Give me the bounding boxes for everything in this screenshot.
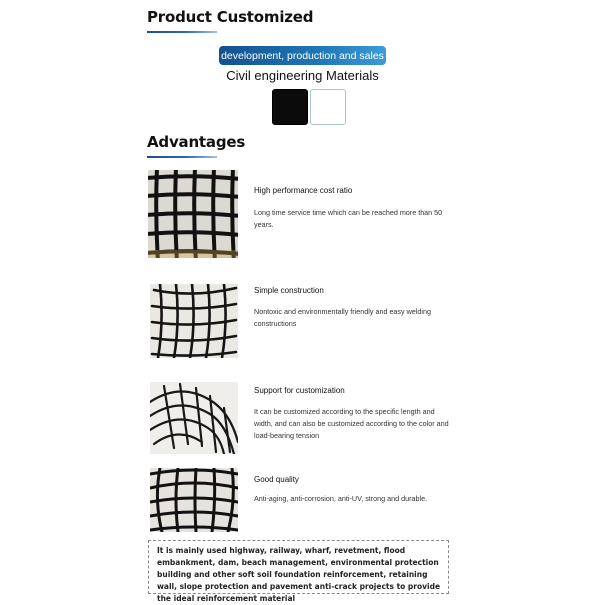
geogrid-curl-icon (150, 382, 238, 454)
development-banner: development, production and sales (219, 46, 386, 65)
geogrid-warp-icon (150, 468, 238, 532)
advantages-underline (147, 156, 217, 158)
feature-title-customization: Support for customization (254, 386, 345, 395)
feature-desc-cost-ratio: Long time service time which can be reached more than 50 years. (254, 208, 443, 229)
geogrid-flat-icon (148, 170, 238, 258)
feature-desc-good-quality: Anti-aging, anti-corrosion, anti-UV, strong and durable. (254, 494, 428, 503)
geogrid-roll-icon (150, 284, 238, 358)
color-swatch-white[interactable] (310, 89, 346, 125)
feature-desc-simple-construction: Nontoxic and environmentally friendly and easy welding constructions (254, 307, 431, 328)
application-note: It is mainly used highway, railway, wharf, revetment, flood embankment, dam, beach management, environmental protection building and other soft soil foundation reinforcement, retaining wall, slope protection and pavement anti-crack projects to provide the ideal reinforcement material (148, 540, 449, 594)
materials-subheading: Civil engineering Materials (226, 68, 379, 83)
feature-desc-customization: It can be customized according to the specific length and width, and can also be customized according to the color and load-bearing tension (254, 407, 449, 440)
color-swatch-black[interactable] (272, 89, 308, 125)
feature-title-good-quality: Good quality (254, 475, 299, 484)
advantages-title: Advantages (147, 133, 246, 151)
title-underline (147, 31, 217, 33)
feature-title-simple-construction: Simple construction (254, 286, 324, 295)
product-customized-title: Product Customized (147, 8, 314, 26)
feature-title-cost-ratio: High performance cost ratio (254, 186, 353, 195)
